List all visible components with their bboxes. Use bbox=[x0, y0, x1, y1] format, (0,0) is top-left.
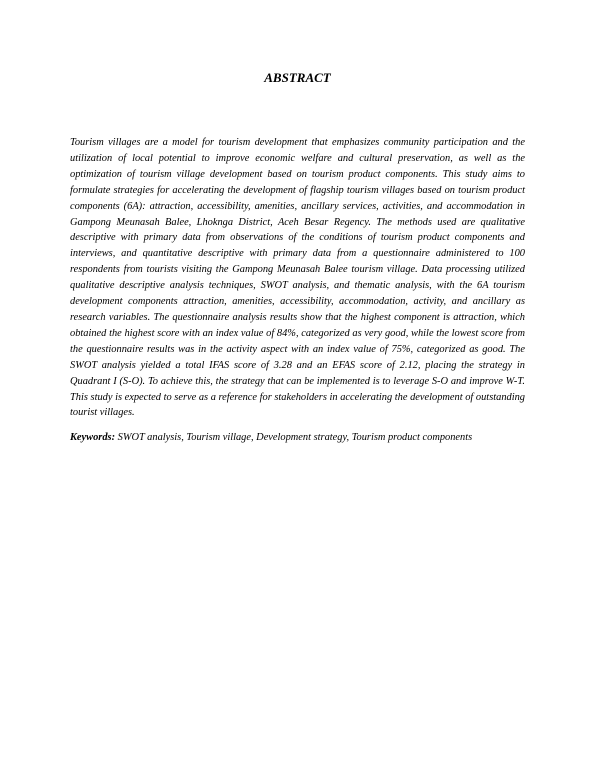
keywords-text: SWOT analysis, Tourism village, Development strategy, Tourism product components bbox=[115, 432, 473, 443]
keywords-label: Keywords: bbox=[70, 432, 116, 443]
abstract-title: ABSTRACT bbox=[264, 70, 331, 85]
abstract-body: Tourism villages are a model for tourism development that emphasizes community participation and the utilization of local potential to improve economic welfare and cultural preservation, as well as the optimization of tourism village development based on tourism product components. This study aims to formulate strategies for accelerating the development of flagship tourism villages based on tourism product components (6A): attraction, accessibility, amenities, ancillary services, activities, and accommodation in Gampong Meunasah Balee, Lhoknga District, Aceh Besar Regency. The methods used are qualitative descriptive with primary data from observations of the conditions of tourism product components and interviews, and quantitative descriptive with primary data from a questionnaire administered to 100 respondents from tourists visiting the Gampong Meunasah Balee tourism village. Data processing utilized qualitative descriptive analysis techniques, SWOT analysis, and thematic analysis, with the 6A tourism development components attraction, amenities, accessibility, accommodation, activity, and ancillary as research variables. The questionnaire analysis results show that the highest component is attraction, which obtained the highest score with an index value of 84%, categorized as very good, while the lowest score from the questionnaire results was in the activity aspect with an index value of 75%, categorized as good. The SWOT analysis yielded a total IFAS score of 3.28 and an EFAS score of 2.12, placing the strategy in Quadrant I (S-O). To achieve this, the strategy that can be implemented is to leverage S-O and improve W-T. This study is expected to serve as a reference for stakeholders in accelerating the development of outstanding tourist villages. bbox=[70, 137, 525, 419]
keywords-line bbox=[70, 430, 540, 446]
